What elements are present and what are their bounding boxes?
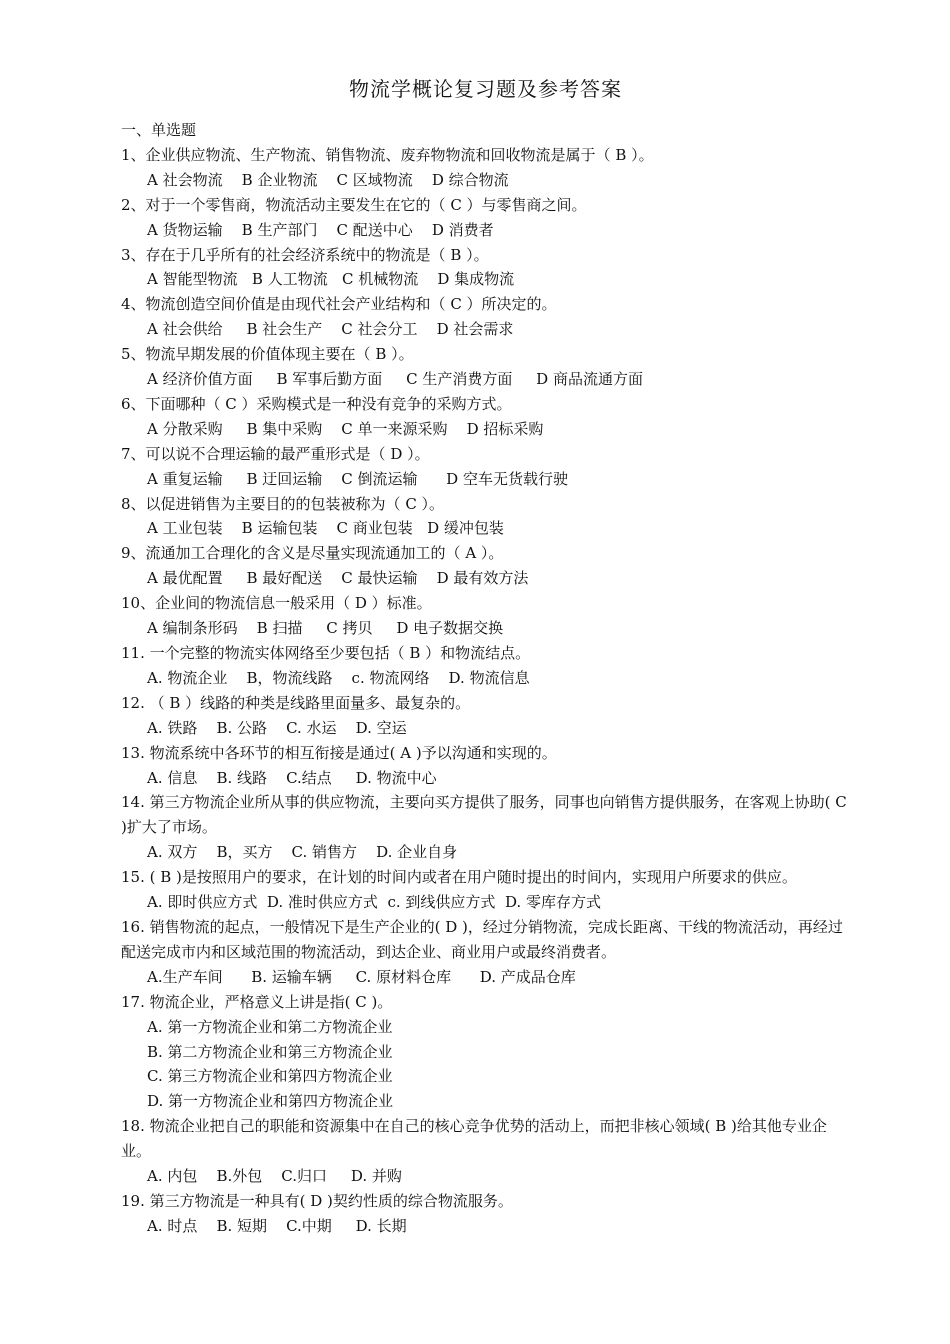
question-text: 8、以促进销售为主要目的的包装被称为（ C ）。 — [121, 494, 445, 513]
question-options: A.生产车间 B. 运输车辆 C. 原材料仓库 D. 产成品仓库 — [147, 967, 576, 986]
question-text: 2、对于一个零售商，物流活动主要发生在它的（ C ）与零售商之间。 — [121, 195, 587, 214]
question-text: 6、下面哪种（ C ）采购模式是一种没有竞争的采购方式。 — [121, 394, 512, 413]
question-item — [121, 591, 850, 641]
question-options: A. 信息 B. 线路 C.结点 D. 物流中心 — [147, 768, 437, 787]
question-text: 11. 一个完整的物流实体网络至少要包括（ B ）和物流结点。 — [121, 644, 531, 663]
question-options: A. 即时供应方式 D. 准时供应方式 c. 到线供应方式 D. 零库存方式 — [147, 893, 601, 912]
question-list — [121, 143, 850, 1239]
question-options: A 社会供给 B 社会生产 C 社会分工 D 社会需求 — [147, 320, 514, 339]
question-text: 14. 第三方物流企业所从事的供应物流，主要向买方提供了服务，同事也向销售方提供服务，在客观上协助( C )扩大了市场。 — [121, 793, 847, 837]
document-title: 物流学概论复习题及参考答案 — [349, 77, 622, 101]
question-text: 19. 第三方物流是一种具有( D )契约性质的综合物流服务。 — [121, 1191, 513, 1210]
question-item — [121, 342, 850, 392]
question-item — [121, 915, 850, 990]
question-text: 16. 销售物流的起点，一般情况下是生产企业的( D )，经过分销物流，完成长距离、干线的物流活动，再经过配送完成市内和区域范围的物流活动，到达企业、商业用户或最终消费者。 — [121, 917, 843, 961]
question-item — [121, 442, 850, 492]
question-options: A 重复运输 B 迂回运输 C 倒流运输 D 空车无货载行驶 — [147, 469, 568, 488]
question-options: A 工业包装 B 运输包装 C 商业包装 D 缓冲包装 — [147, 519, 504, 538]
question-options: A. 内包 B.外包 C.归口 D. 并购 — [147, 1167, 402, 1186]
section-heading: 一、单选题 — [121, 121, 197, 139]
question-options: A 智能型物流 B 人工物流 C 机械物流 D 集成物流 — [147, 270, 515, 289]
question-text: 7、可以说不合理运输的最严重形式是（ D ）。 — [121, 444, 430, 463]
question-options: A 货物运输 B 生产部门 C 配送中心 D 消费者 — [147, 220, 494, 239]
question-options: A 经济价值方面 B 军事后勤方面 C 生产消费方面 D 商品流通方面 — [147, 370, 643, 389]
question-item — [121, 790, 850, 865]
question-item — [121, 292, 850, 342]
question-text: 4、物流创造空间价值是由现代社会产业结构和（ C ）所决定的。 — [121, 295, 557, 314]
question-item — [121, 641, 850, 691]
question-item — [121, 392, 850, 442]
question-options: A 分散采购 B 集中采购 C 单一来源采购 D 招标采购 — [147, 419, 544, 438]
question-options: A. 物流企业 B，物流线路 c. 物流网络 D. 物流信息 — [147, 668, 530, 687]
question-item — [121, 741, 850, 791]
question-options: B. 第二方物流企业和第三方物流企业 — [147, 1042, 393, 1061]
question-options: A. 双方 B，买方 C. 销售方 D. 企业自身 — [147, 843, 458, 862]
question-options: A. 铁路 B. 公路 C. 水运 D. 空运 — [147, 718, 407, 737]
question-text: 12. （ B ）线路的种类是线路里面量多、最复杂的。 — [121, 693, 471, 712]
question-item — [121, 243, 850, 293]
question-text: 3、存在于几乎所有的社会经济系统中的物流是（ B ）。 — [121, 245, 489, 264]
question-options: A 社会物流 B 企业物流 C 区域物流 D 综合物流 — [147, 170, 509, 189]
question-text: 1、企业供应物流、生产物流、销售物流、废弃物物流和回收物流是属于（ B ）。 — [121, 145, 654, 164]
question-text: 17. 物流企业，严格意义上讲是指( C )。 — [121, 992, 393, 1011]
question-item — [121, 990, 850, 1115]
question-item — [121, 1189, 850, 1239]
question-item — [121, 193, 850, 243]
question-text: 9、流通加工合理化的含义是尽量实现流通加工的（ A ）。 — [121, 544, 504, 563]
question-item — [121, 492, 850, 542]
question-text: 10、企业间的物流信息一般采用（ D ）标准。 — [121, 594, 432, 613]
question-item — [121, 541, 850, 591]
question-text: 5、物流早期发展的价值体现主要在（ B ）。 — [121, 345, 414, 364]
question-options: C. 第三方物流企业和第四方物流企业 — [147, 1067, 393, 1086]
question-options: A. 第一方物流企业和第二方物流企业 — [147, 1017, 393, 1036]
question-item — [121, 143, 850, 193]
question-text: 15. ( B )是按照用户的要求，在计划的时间内或者在用户随时提出的时间内，实现用户所要求的供应。 — [121, 868, 797, 887]
question-text: 13. 物流系统中各环节的相互衔接是通过( A )予以沟通和实现的。 — [121, 743, 557, 762]
question-options: A. 时点 B. 短期 C.中期 D. 长期 — [147, 1216, 407, 1235]
question-options: A 最优配置 B 最好配送 C 最快运输 D 最有效方法 — [147, 569, 529, 588]
question-item — [121, 865, 850, 915]
question-options: D. 第一方物流企业和第四方物流企业 — [147, 1092, 394, 1111]
question-item — [121, 1114, 850, 1189]
question-options: A 编制条形码 B 扫描 C 拷贝 D 电子数据交换 — [147, 619, 504, 638]
question-item — [121, 691, 850, 741]
question-text: 18. 物流企业把自己的职能和资源集中在自己的核心竞争优势的活动上，而把非核心领域( B )给其他专业企业。 — [121, 1117, 827, 1161]
